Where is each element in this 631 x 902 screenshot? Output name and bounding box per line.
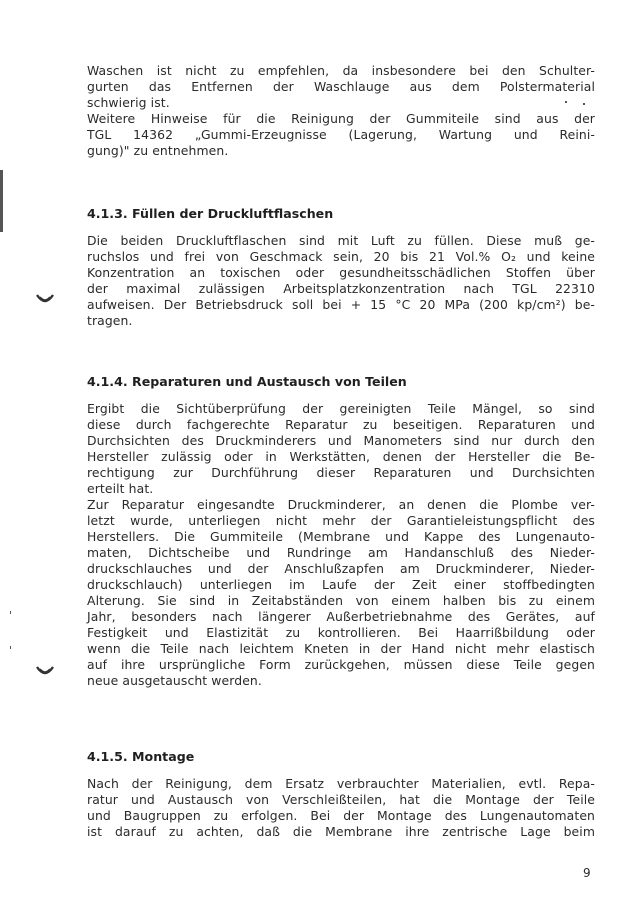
text-line: auf ihre ursprüngliche Form zurückgehen, müssen diese Teile gegen [87, 657, 595, 672]
text-line: ruchslos und frei von Geschmack sein, 20 bis 21 Vol.% O₂ und keine [87, 249, 595, 264]
text-line: ratur und Austausch von Verschleißteilen, hat die Montage der Teile [87, 792, 595, 807]
text-line: Jahr, besonders nach längerer Außerbetriebnahme des Gerätes, auf [87, 609, 595, 624]
section-heading-4-1-5: 4.1.5. Montage [87, 749, 195, 764]
text-line: druckschlauch) unterliegen im Laufe der Zeit einer stoffbedingten [87, 577, 595, 592]
text-line: rechtigung zur Durchführung dieser Reparaturen und Durchsichten [87, 465, 595, 480]
scan-edge-mark [10, 646, 11, 649]
scan-edge-mark [0, 170, 3, 232]
text-line: Zur Reparatur eingesandte Druckminderer, an denen die Plombe ver- [87, 497, 595, 512]
text-line: Festigkeit und Elastizität zu kontrollieren. Bei Haarrißbildung oder [87, 625, 595, 640]
scan-edge-mark [10, 611, 11, 614]
section-heading-4-1-4: 4.1.4. Reparaturen und Austausch von Teilen [87, 374, 407, 389]
text-line: Herstellers. Die Gummiteile (Membrane und Kappe des Lungenauto- [87, 529, 595, 544]
intro-paragraph [87, 63, 595, 159]
section-4-1-5-body [87, 776, 595, 840]
text-line: Hersteller zulässig oder in Werkstätten, denen der Hersteller die Be- [87, 449, 595, 464]
text-line: neue ausgetauscht werden. [87, 673, 262, 688]
text-line: Ergibt die Sichtüberprüfung der gereinigten Teile Mängel, so sind [87, 401, 595, 416]
text-line: gung)" zu entnehmen. [87, 143, 229, 158]
text-line: schwierig ist. [87, 95, 170, 110]
page-number: 9 [583, 866, 591, 880]
text-line: erteilt hat. [87, 481, 154, 496]
text-line: Konzentration an toxischen oder gesundheitsschädlichen Stoffen über [87, 265, 595, 280]
section-4-1-4-body [87, 401, 595, 689]
text-line: druckschlauches und der Anschlußzapfen am Druckminderer, Nieder- [87, 561, 595, 576]
section-heading-4-1-3: 4.1.3. Füllen der Druckluftflaschen [87, 206, 334, 221]
text-line: tragen. [87, 313, 133, 328]
text-line: ist darauf zu achten, daß die Membrane ihre zentrische Lage beim [87, 824, 595, 839]
text-line: Durchsichten des Druckminderers und Manometers sind nur durch den [87, 433, 595, 448]
text-line: diese durch fachgerechte Reparatur zu beseitigen. Reparaturen und [87, 417, 595, 432]
text-line: Waschen ist nicht zu empfehlen, da insbesondere bei den Schulter- [87, 63, 595, 78]
punch-hole-mark [36, 664, 54, 678]
text-line: der maximal zulässigen Arbeitsplatzkonzentration nach TGL 22310 [87, 281, 595, 296]
text-line: Die beiden Druckluftflaschen sind mit Luft zu füllen. Diese muß ge- [87, 233, 595, 248]
text-line: und Baugruppen zu erfolgen. Bei der Montage des Lungenautomaten [87, 808, 595, 823]
text-line: TGL 14362 „Gummi-Erzeugnisse (Lagerung, Wartung und Reini- [87, 127, 595, 142]
text-line: aufweisen. Der Betriebsdruck soll bei + 15 °C 20 MPa (200 kp/cm²) be- [87, 297, 595, 312]
text-line: gurten das Entfernen der Waschlauge aus dem Polstermaterial [87, 79, 595, 94]
punch-hole-mark [36, 292, 54, 306]
text-line: maten, Dichtscheibe und Rundringe am Handanschluß des Nieder- [87, 545, 595, 560]
text-line: letzt wurde, unterliegen nicht mehr der Garantieleistungspflicht des [87, 513, 595, 528]
text-line: Alterung. Sie sind in Zeitabständen von einem halben bis zu einem [87, 593, 595, 608]
section-4-1-3-body [87, 233, 595, 329]
text-line: wenn die Teile nach leichtem Kneten in der Hand nicht mehr elastisch [87, 641, 595, 656]
text-line: Weitere Hinweise für die Reinigung der Gummiteile sind aus der [87, 111, 595, 126]
text-line: Nach der Reinigung, dem Ersatz verbrauchter Materialien, evtl. Repa- [87, 776, 595, 791]
